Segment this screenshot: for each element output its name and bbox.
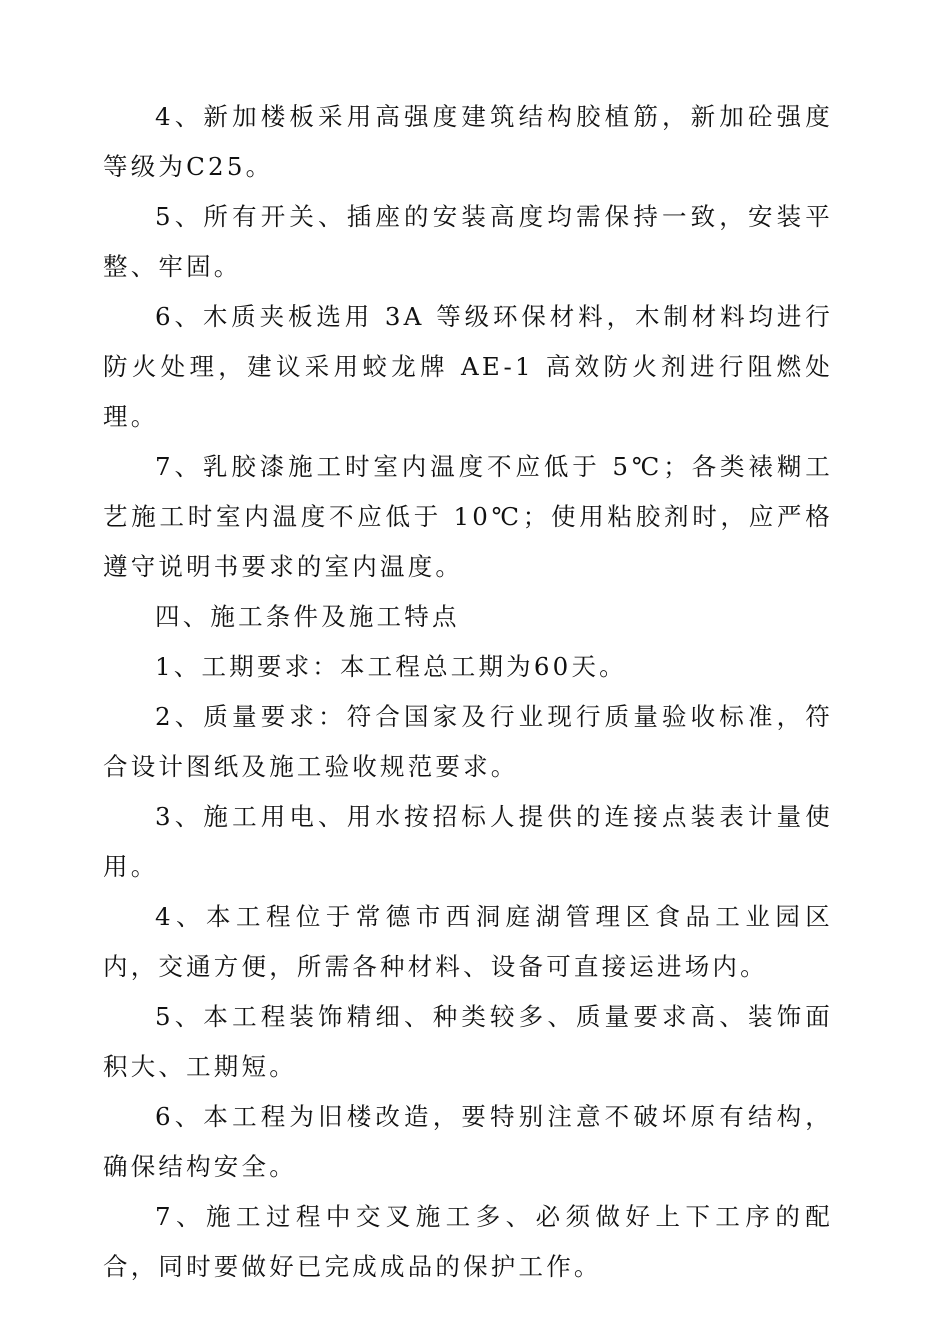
paragraph-characteristics: 5、本工程装饰精细、种类较多、质量要求高、装饰面积大、工期短。 — [103, 1002, 833, 1081]
paragraph-utilities: 3、施工用电、用水按招标人提供的连接点装表计量使用。 — [103, 802, 833, 881]
paragraph-material-rebar: 4、新加楼板采用高强度建筑结构胶植筋，新加砼强度等级为C25。 — [103, 102, 833, 181]
paragraph-plywood-fireproof: 6、木质夹板选用 3A 等级环保材料，木制材料均进行防火处理，建议采用蛟龙牌 AE-1 高效防火剂进行阻燃处理。 — [103, 302, 833, 431]
paragraph-temperature: 7、乳胶漆施工时室内温度不应低于 5℃；各类裱糊工艺施工时室内温度不应低于 10℃；使用粘胶剂时，应严格遵守说明书要求的室内温度。 — [103, 452, 833, 581]
paragraph-quality: 2、质量要求：符合国家及行业现行质量验收标准，符合设计图纸及施工验收规范要求。 — [103, 702, 833, 781]
paragraph-location: 4、本工程位于常德市西洞庭湖管理区食品工业园区内，交通方便，所需各种材料、设备可直接运进场内。 — [103, 902, 833, 981]
paragraph-schedule: 1、工期要求：本工程总工期为60天。 — [155, 652, 627, 681]
paragraph-coordination: 7、施工过程中交叉施工多、必须做好上下工序的配合，同时要做好已完成成品的保护工作。 — [103, 1202, 833, 1281]
section-heading-conditions: 四、施工条件及施工特点 — [155, 602, 460, 631]
document-body — [103, 92, 833, 1292]
paragraph-renovation: 6、本工程为旧楼改造，要特别注意不破坏原有结构，确保结构安全。 — [103, 1102, 833, 1181]
paragraph-switch-socket: 5、所有开关、插座的安装高度均需保持一致，安装平整、牢固。 — [103, 202, 833, 281]
